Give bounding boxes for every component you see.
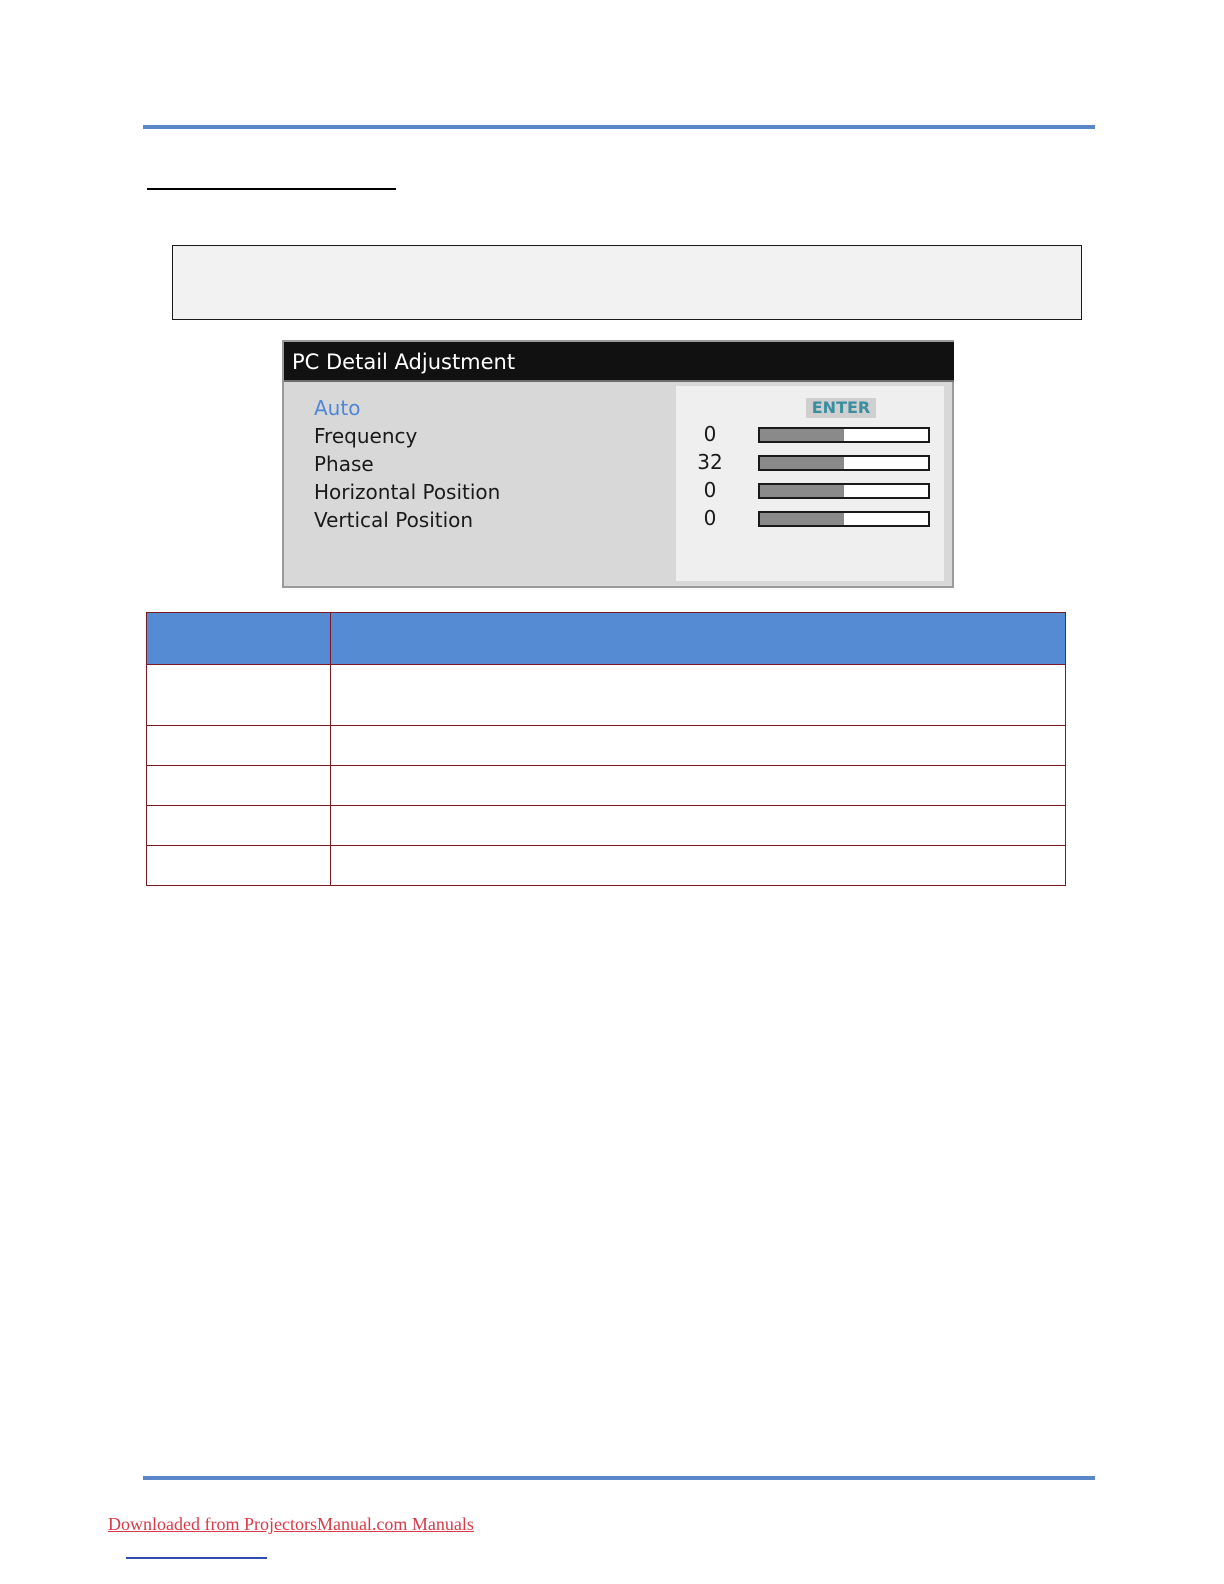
table-row-cell [146, 725, 331, 766]
menu-item-auto[interactable]: Auto [314, 396, 361, 420]
menu-item-phase[interactable]: Phase [314, 452, 374, 476]
table-row-cell [330, 664, 1066, 726]
frequency-value: 0 [703, 422, 717, 446]
enter-button[interactable]: ENTER [806, 398, 876, 418]
footer-rule [143, 1476, 1095, 1480]
table-row-cell [330, 725, 1066, 766]
horizontal-position-slider-fill [760, 485, 844, 497]
menu-item-horizontal-position[interactable]: Horizontal Position [314, 480, 501, 504]
section-heading-underline [147, 188, 396, 190]
table-row-cell [146, 845, 331, 886]
footer-underline [126, 1557, 267, 1559]
phase-slider[interactable] [758, 455, 930, 471]
table-row-cell [146, 805, 331, 846]
menu-title: PC Detail Adjustment [284, 342, 954, 382]
vertical-position-slider-fill [760, 513, 844, 525]
table-row-cell [146, 765, 331, 806]
vertical-position-slider[interactable] [758, 511, 930, 527]
header-rule [143, 125, 1095, 129]
horizontal-position-slider[interactable] [758, 483, 930, 499]
note-box [172, 245, 1082, 320]
table-row-cell [330, 765, 1066, 806]
frequency-slider-fill [760, 429, 844, 441]
table-header-cell-description [330, 612, 1066, 665]
menu-labels-panel [286, 384, 674, 586]
vertical-position-value: 0 [703, 506, 717, 530]
table-row-cell [330, 845, 1066, 886]
menu-item-frequency[interactable]: Frequency [314, 424, 418, 448]
pc-detail-adjustment-menu [282, 340, 954, 588]
table-row-cell [330, 805, 1066, 846]
horizontal-position-value: 0 [703, 478, 717, 502]
frequency-slider[interactable] [758, 427, 930, 443]
menu-item-vertical-position[interactable]: Vertical Position [314, 508, 474, 532]
table-header-cell-item [146, 612, 331, 665]
footer-download-link[interactable]: Downloaded from ProjectorsManual.com Manuals [108, 1514, 474, 1534]
phase-slider-fill [760, 457, 844, 469]
description-table [146, 612, 1066, 886]
table-row-cell [146, 664, 331, 726]
phase-value: 32 [697, 450, 723, 474]
menu-values-panel [676, 386, 944, 581]
